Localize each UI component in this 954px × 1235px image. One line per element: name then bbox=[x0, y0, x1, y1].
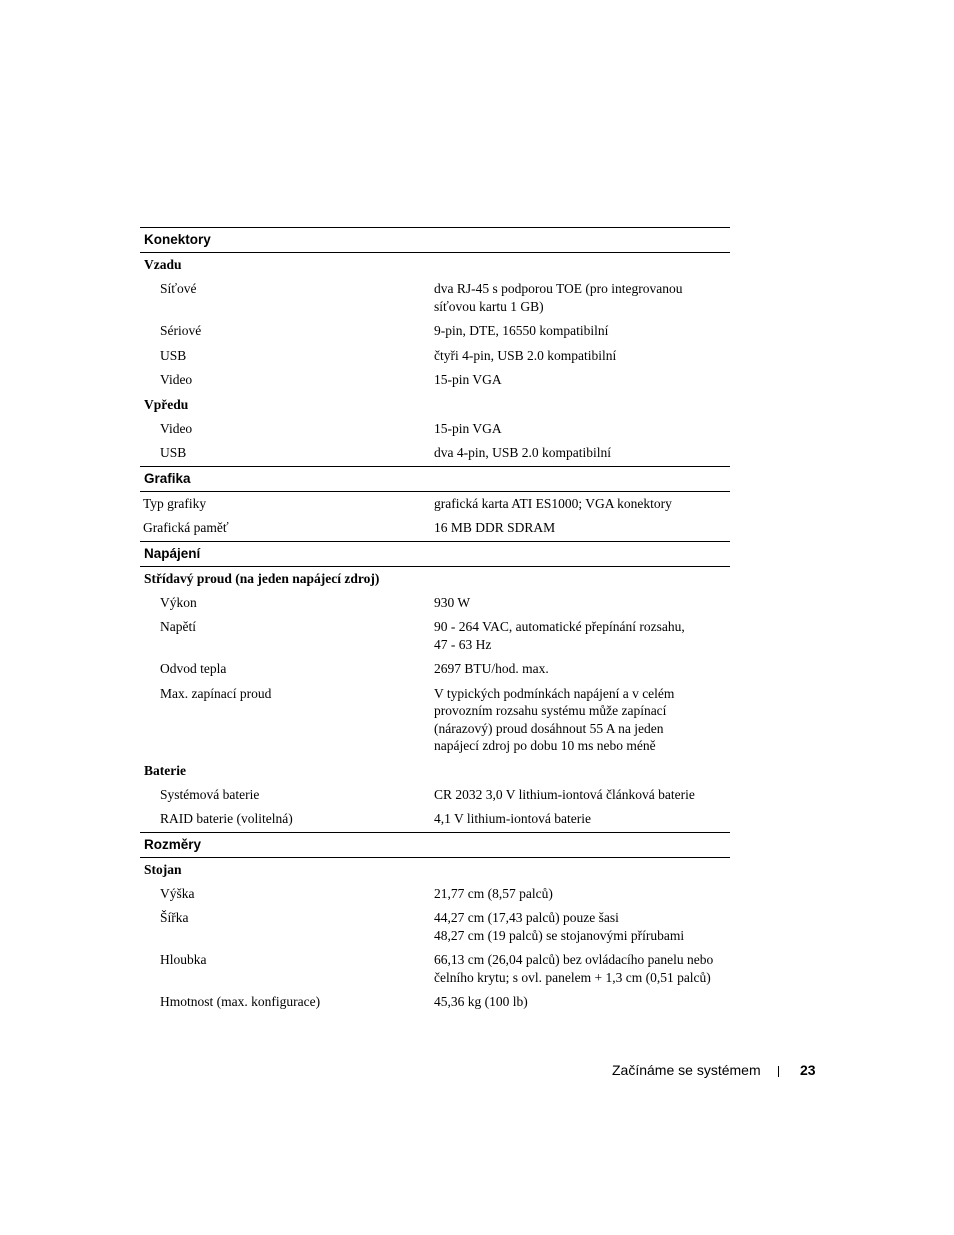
spec-row bbox=[140, 591, 730, 616]
section-title: Konektory bbox=[140, 227, 730, 253]
spec-label: Napětí bbox=[160, 619, 196, 634]
spec-value: 16 MB DDR SDRAM bbox=[434, 520, 556, 535]
spec-label: Odvod tepla bbox=[160, 661, 227, 676]
spec-row bbox=[140, 882, 730, 907]
spec-label: Síťové bbox=[160, 281, 197, 296]
spec-row bbox=[140, 990, 730, 1015]
spec-label: Max. zapínací proud bbox=[160, 685, 272, 701]
spec-label: RAID baterie (volitelná) bbox=[160, 811, 293, 826]
spec-value: grafická karta ATI ES1000; VGA konektory bbox=[434, 495, 672, 511]
spec-row bbox=[140, 441, 730, 466]
section-title: Napájení bbox=[140, 541, 730, 567]
page-footer bbox=[600, 1060, 820, 1080]
spec-label: Grafická paměť bbox=[143, 520, 229, 535]
spec-value: dva 4-pin, USB 2.0 kompatibilní bbox=[434, 445, 611, 460]
spec-row bbox=[140, 657, 730, 682]
spec-value: 44,27 cm (17,43 palců) pouze šasi 48,27 cm (19 palců) se stojanovými přírubami bbox=[434, 910, 685, 943]
spec-label: Hmotnost (max. konfigurace) bbox=[160, 994, 321, 1009]
group-title: Baterie bbox=[144, 762, 186, 778]
footer-title: Začínáme se systémem bbox=[612, 1062, 761, 1078]
spec-value: dva RJ-45 s podporou TOE (pro integrovanou síťovou kartu 1 GB) bbox=[434, 281, 683, 314]
spec-row bbox=[140, 906, 730, 948]
spec-label: Typ grafiky bbox=[143, 495, 207, 511]
spec-row bbox=[140, 516, 730, 541]
group-title: Vpředu bbox=[144, 396, 189, 412]
spec-row bbox=[140, 807, 730, 832]
spec-value: CR 2032 3,0 V lithium-iontová článková baterie bbox=[434, 786, 695, 802]
spec-row bbox=[140, 682, 730, 759]
spec-label: Systémová baterie bbox=[160, 786, 260, 802]
spec-row bbox=[140, 783, 730, 808]
section-title: Grafika bbox=[140, 466, 730, 492]
section-title: Rozměry bbox=[140, 832, 730, 858]
spec-value: 66,13 cm (26,04 palců) bez ovládacího panelu nebo čelního krytu; s ovl. panelem + 1,3 cm (0,51 palců) bbox=[434, 952, 714, 985]
spec-label: Výška bbox=[160, 885, 195, 901]
spec-value: 90 - 264 VAC, automatické přepínání rozsahu, 47 - 63 Hz bbox=[434, 619, 685, 652]
spec-label: Výkon bbox=[160, 594, 197, 610]
spec-row bbox=[140, 319, 730, 344]
spec-row bbox=[140, 344, 730, 369]
spec-label: Video bbox=[160, 372, 193, 387]
section-3 bbox=[140, 541, 730, 832]
spec-label: Sériové bbox=[160, 323, 202, 338]
section-2 bbox=[140, 466, 730, 541]
spec-label: Video bbox=[160, 420, 193, 436]
spec-row bbox=[140, 492, 730, 517]
group-title: Střídavý proud (na jeden napájecí zdroj) bbox=[144, 570, 380, 586]
spec-row bbox=[140, 417, 730, 442]
footer-separator bbox=[778, 1066, 779, 1077]
spec-row bbox=[140, 948, 730, 990]
spec-row bbox=[140, 615, 730, 657]
spec-value: V typických podmínkách napájení a v celém provozním rozsahu systému může zapínací (nárazový) proud dosáhnout 55 A na jeden napájecí zdroj po dobu 10 ms nebo méně bbox=[434, 685, 675, 753]
spec-value: 21,77 cm (8,57 palců) bbox=[434, 885, 553, 901]
spec-label: USB bbox=[160, 445, 187, 460]
spec-value: 15-pin VGA bbox=[434, 420, 502, 436]
spec-value: 2697 BTU/hod. max. bbox=[434, 661, 549, 676]
spec-table bbox=[140, 227, 730, 1015]
section-1 bbox=[140, 227, 730, 466]
spec-value: 45,36 kg (100 lb) bbox=[434, 994, 528, 1009]
spec-value: 9-pin, DTE, 16550 kompatibilní bbox=[434, 323, 609, 338]
group-title: Vzadu bbox=[144, 257, 182, 272]
spec-row bbox=[140, 277, 730, 319]
spec-value: 930 W bbox=[434, 594, 471, 610]
spec-label: USB bbox=[160, 347, 187, 363]
spec-value: 15-pin VGA bbox=[434, 372, 502, 387]
page-number: 23 bbox=[800, 1062, 816, 1078]
spec-value: 4,1 V lithium-iontová baterie bbox=[434, 811, 591, 826]
section-4 bbox=[140, 832, 730, 1015]
spec-label: Hloubka bbox=[160, 952, 207, 967]
spec-row bbox=[140, 368, 730, 393]
spec-label: Šířka bbox=[160, 910, 189, 925]
spec-value: čtyři 4-pin, USB 2.0 kompatibilní bbox=[434, 347, 617, 363]
group-title: Stojan bbox=[144, 861, 182, 877]
